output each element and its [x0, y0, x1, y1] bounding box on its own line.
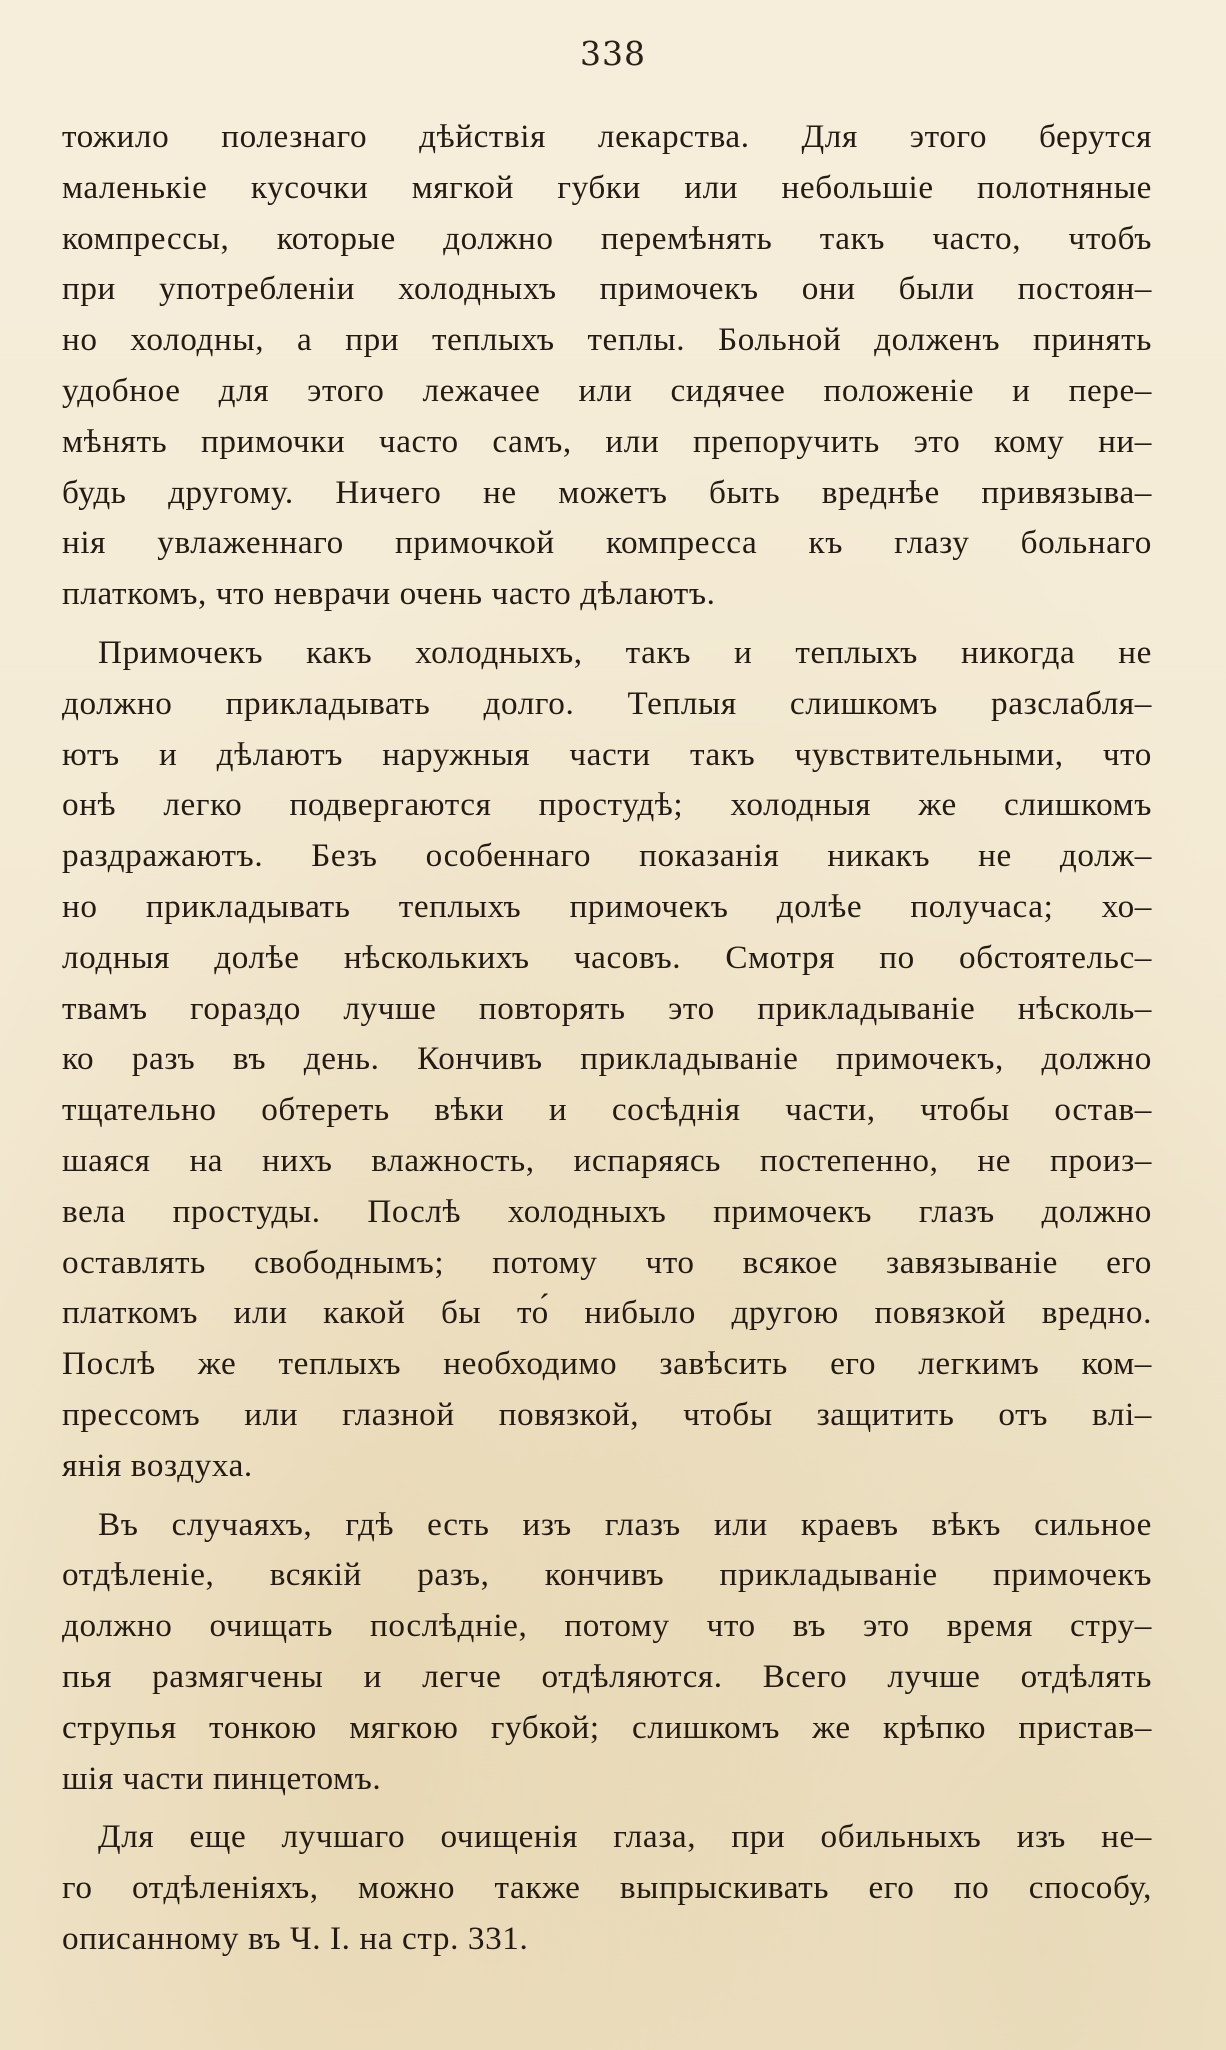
text-line: нія увлаженнаго примочкой компресса къ глазу больнаго [62, 524, 1152, 562]
text-line: прессомъ или глазной повязкой, чтобы защитить отъ влі– [62, 1395, 1152, 1433]
text-line: Въ случаяхъ, гдѣ есть изъ глазъ или краевъ вѣкъ сильное [98, 1505, 1152, 1543]
text-line: шаяся на нихъ влажность, испаряясь постепенно, не произ– [62, 1141, 1152, 1179]
text-line: янія воздуха. [62, 1446, 253, 1484]
text-line: пья размягчены и легче отдѣляются. Всего лучше отдѣлять [62, 1657, 1152, 1695]
text-line: описанному въ Ч. I. на стр. 331. [62, 1919, 529, 1957]
text-line: ютъ и дѣлаютъ наружныя части такъ чувствительными, что [62, 735, 1152, 773]
text-line: отдѣленіе, всякій разъ, кончивъ прикладываніе примочекъ [62, 1556, 1152, 1594]
page-number: 338 [580, 34, 646, 73]
text-line: компрессы, которые должно перемѣнять такъ часто, чтобъ [62, 219, 1152, 257]
text-line: но холодны, а при теплыхъ теплы. Больной долженъ принять [62, 321, 1152, 359]
text-line: маленькіе кусочки мягкой губки или небольшіе полотняные [62, 168, 1152, 206]
text-line: тщательно обтереть вѣки и сосѣднія части, чтобы остав– [62, 1091, 1152, 1129]
text-line: го отдѣленіяхъ, можно также выпрыскивать его по способу, [62, 1869, 1152, 1907]
paragraph [62, 628, 1152, 1492]
text-line: оставлять свободнымъ; потому что всякое завязываніе его [62, 1243, 1152, 1281]
text-line: шія части пинцетомъ. [62, 1759, 382, 1797]
text-line: раздражаютъ. Безъ особеннаго показанія никакъ не долж– [62, 837, 1152, 875]
text-line: вела простуды. Послѣ холодныхъ примочекъ глазъ должно [62, 1192, 1152, 1230]
paragraph [62, 1812, 1152, 1964]
text-line: но прикладывать теплыхъ примочекъ долѣе получаса; хо– [62, 887, 1152, 925]
text-line: ко разъ въ день. Кончивъ прикладываніе примочекъ, должно [62, 1040, 1152, 1078]
paragraph [62, 112, 1152, 620]
text-line: онѣ легко подвергаются простудѣ; холодныя же слишкомъ [62, 786, 1152, 824]
text-line: будь другому. Ничего не можетъ быть вреднѣе привязыва– [62, 473, 1152, 511]
text-line: Примочекъ какъ холодныхъ, такъ и теплыхъ никогда не [98, 633, 1152, 671]
text-line: должно прикладывать долго. Теплыя слишкомъ разслабля– [62, 684, 1152, 722]
text-line: платкомъ или какой бы то́ нибыло другою повязкой вредно. [62, 1294, 1152, 1332]
text-line: платкомъ, что неврачи очень часто дѣлаютъ. [62, 575, 716, 613]
text-line: должно очищать послѣдніе, потому что въ это время стру– [62, 1607, 1152, 1645]
text-line: твамъ гораздо лучше повторять это прикладываніе нѣсколь– [62, 989, 1152, 1027]
text-line: Послѣ же теплыхъ необходимо завѣсить его легкимъ ком– [62, 1345, 1152, 1383]
text-line: тожило полезнаго дѣйствія лекарства. Для этого берутся [62, 118, 1152, 155]
paragraph [62, 1500, 1152, 1805]
text-line: струпья тонкою мягкою губкой; слишкомъ же крѣпко пристав– [62, 1708, 1152, 1746]
text-line: при употребленіи холодныхъ примочекъ они были постоян– [62, 270, 1152, 308]
text-line: лодныя долѣе нѣсколькихъ часовъ. Смотря по обстоятельс– [62, 938, 1152, 976]
body-text [62, 112, 1152, 1965]
text-line: Для еще лучшаго очищенія глаза, при обильныхъ изъ не– [98, 1818, 1152, 1856]
text-line: удобное для этого лежачее или сидячее положеніе и пере– [62, 371, 1152, 409]
text-line: мѣнять примочки часто самъ, или препоручить это кому ни– [62, 422, 1152, 460]
